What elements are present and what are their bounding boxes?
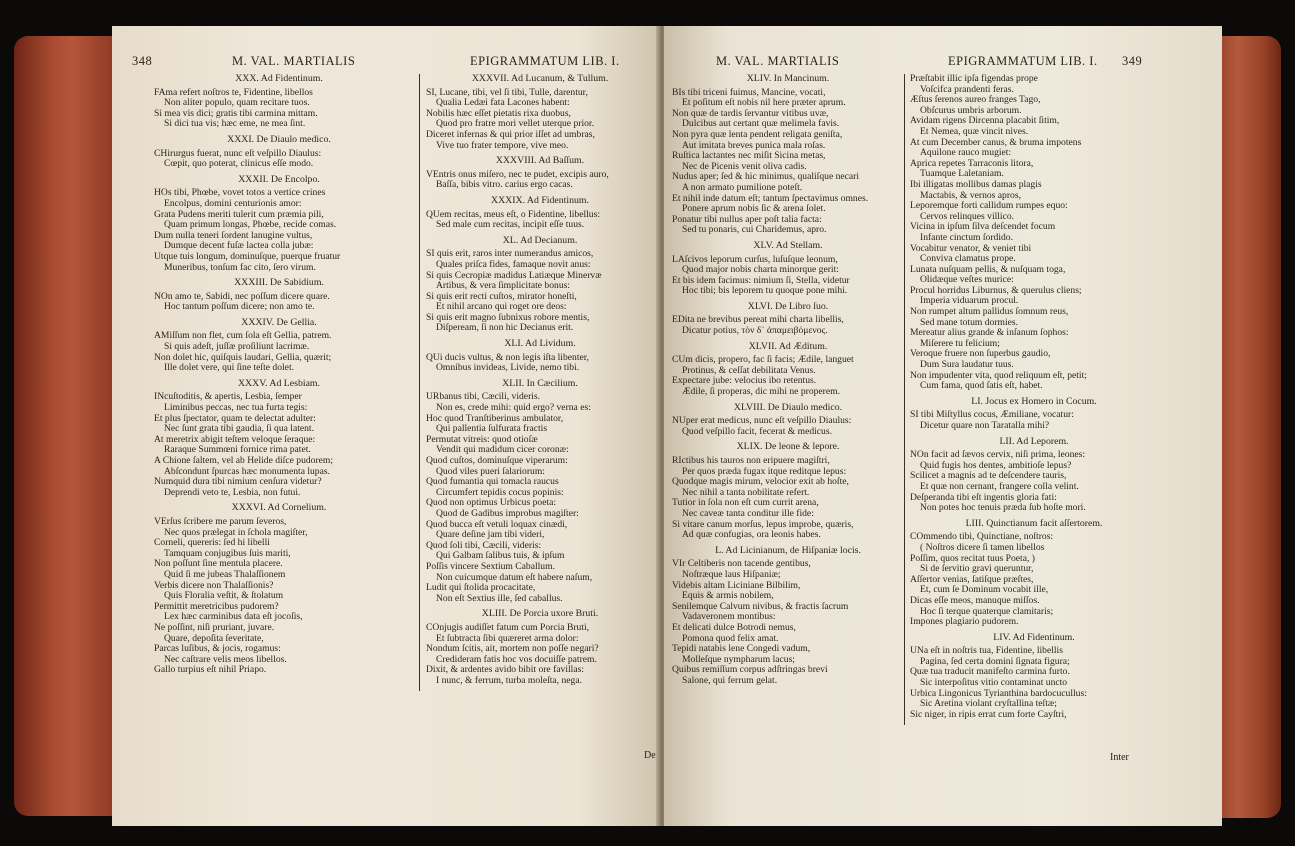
epigram-title: LI. Jocus ex Homero in Cocum. xyxy=(971,395,1097,407)
epigram xyxy=(426,236,654,334)
verse-line: Sic niger, in ripis errat cum forte Cayſtri, xyxy=(910,708,1067,720)
verse-line: Quodque magis mirum, velocior exit ab hoſte, xyxy=(672,476,849,488)
verse-line: Imperia viduarum procul. xyxy=(920,295,1019,307)
verse-line: Qui Galbam ſalibus tuis, & ipſum xyxy=(436,550,565,562)
verse-line: Ædile, ſi properas, dic mihi ne properem. xyxy=(682,386,840,398)
verse-line: Vadaveronem montibus: xyxy=(682,611,776,623)
verse-line: Aquilone rauco mugiet: xyxy=(920,147,1012,159)
left-page-edges xyxy=(14,36,120,816)
epigram xyxy=(154,278,404,313)
verse-line: Nec quos prælegat in ſchola magiſter, xyxy=(164,526,308,538)
verse-line: Molleſque nympharum lacus; xyxy=(682,653,795,665)
verse-line: Quod bucca eſt vetuli loquax cinædi, xyxy=(426,518,568,530)
epigram xyxy=(910,74,1158,392)
verse-line: Quare, depoſita ſeveritate, xyxy=(164,632,264,644)
verse-line: Nec caveæ tanta conditur ille fide: xyxy=(682,507,814,519)
verse-line: Nec caſtrare velis meos libellos. xyxy=(164,653,287,665)
epigram xyxy=(426,379,654,604)
left-column-1 xyxy=(154,74,404,681)
verse-line: AMiſſum non flet, cum ſola eſt Gellia, patrem. xyxy=(154,330,332,342)
verse-line: Videbis altam Liciniane Bilbilim, xyxy=(672,579,801,591)
epigram xyxy=(910,633,1158,721)
verse-line: Et Nemea, quæ vincit nives. xyxy=(920,125,1029,137)
verse-line: Procul horridus Liburnus, & querulus cliens; xyxy=(910,284,1082,296)
right-page xyxy=(664,26,1222,826)
verse-line: Quam primum longas, Phœbe, recide comas. xyxy=(164,219,337,231)
verse-line: Diſpeream, ſi non hic Decianus erit. xyxy=(436,322,574,334)
verse-line: Hoc tibi; bis leporem tu quoque pone mihi. xyxy=(682,285,848,297)
verse-line: Cum fama, quod ſatis eſt, habet. xyxy=(920,380,1043,392)
verse-line: Vocabitur venator, & veniet tibi xyxy=(910,242,1032,254)
epigram-title: XXXII. De Encolpo. xyxy=(238,173,320,185)
verse-line: Quid ſi me jubeas Thalaſſionem xyxy=(164,568,286,580)
verse-line: Abſcondunt ſpurcas hæc monumenta lupas. xyxy=(164,465,330,477)
epigram xyxy=(154,175,404,273)
verse-line: LAſcivos leporum curſus, luſuſque leonum, xyxy=(672,253,838,265)
verse-line: Infante cinctum ſordido. xyxy=(920,231,1013,243)
verse-line: SI tibi Miſtyllus cocus, Æmiliane, vocatur: xyxy=(910,409,1074,421)
verse-line: Et bis idem facimus: nimium ſi, Stella, videtur xyxy=(672,274,850,286)
verse-line: Quod major nobis charta minorque gerit: xyxy=(682,264,839,276)
verse-line: Numquid dura tibi nimium cenſura videtur? xyxy=(154,476,322,488)
verse-line: Pagina, ſed certa domini ſignata figura; xyxy=(920,655,1070,667)
verse-line: Æſtus ſerenos aureo franges Tago, xyxy=(910,94,1041,106)
verse-line: Quod veſpillo facit, fecerat & medicus. xyxy=(682,425,832,437)
verse-line: Non poſſunt ſine mentula placere. xyxy=(154,558,283,570)
verse-line: Dum nulla teneri ſordent lanugine vultus, xyxy=(154,229,313,241)
epigram-title: XLVIII. De Diaulo medico. xyxy=(733,401,843,413)
verse-line: Si vitare canum morſus, lepus improbe, quæris, xyxy=(672,518,854,530)
verse-line: Tepidi natabis lene Congedi vadum, xyxy=(672,643,811,655)
verse-line: INcuſtoditis, & apertis, Lesbia, ſemper xyxy=(154,391,302,403)
verse-line: Hoc tantum poſſum dicere; non amo te. xyxy=(164,301,315,313)
verse-line: Et ſubtracta ſibi quæreret arma dolor: xyxy=(436,632,579,644)
verse-line: QUi ducis vultus, & non legis iſta libenter, xyxy=(426,351,589,363)
verse-line: Olidæque veſtes murice: xyxy=(920,274,1014,286)
page-number-left: 348 xyxy=(132,54,153,68)
epigram xyxy=(154,318,404,374)
verse-line: Non dolet hic, quiſquis laudari, Gellia, quærit; xyxy=(154,351,332,363)
verse-line: Quare deſine jam tibi videri, xyxy=(436,529,545,541)
epigram xyxy=(426,196,654,231)
epigram xyxy=(672,403,904,438)
verse-line: Qualia Ledæi fata Lacones habent: xyxy=(436,97,570,109)
verse-line: BIs tibi triceni fuimus, Mancine, vocati, xyxy=(672,86,826,98)
verse-line: Et poſitum eſt nobis nil here præter aprum. xyxy=(682,97,846,109)
verse-line: Ne poſſint, niſi pruriant, juvare. xyxy=(154,621,275,633)
epigram-title: XXXVII. Ad Lucanum, & Tullum. xyxy=(471,73,609,84)
verse-line: Vive tuo frater tempore, vive meo. xyxy=(436,139,569,151)
verse-line: NOn amo te, Sabidi, nec poſſum dicere quare. xyxy=(154,290,330,302)
epigram-title: L. Ad Licinianum, de Hiſpaniæ locis. xyxy=(715,544,861,556)
verse-line: SI quis erit, raros inter numerandus amicos, xyxy=(426,248,594,260)
verse-line: Liminibus peccas, nec tua furta tegis: xyxy=(164,402,308,414)
epigram-title: LIV. Ad Fidentinum. xyxy=(993,631,1075,643)
epigram xyxy=(426,339,654,374)
verse-line: Dumque decent fuſæ lactea colla jubæ: xyxy=(164,240,314,252)
verse-line: Ad quæ confugias, ora leonis habes. xyxy=(682,529,821,541)
verse-line: Dicas eſſe meos, manuque miſſos. xyxy=(910,594,1040,606)
running-head-left: M. VAL. MARTIALIS xyxy=(232,54,356,68)
verse-line: Dum Sura laudatur tuus. xyxy=(920,359,1014,371)
verse-line: Qui pallentia ſulfurata fractis xyxy=(436,423,548,435)
verse-line: Obſcurus umbris arborum. xyxy=(920,104,1022,116)
verse-line: Omnibus invideas, Livide, nemo tibi. xyxy=(436,362,580,374)
verse-line: Et quæ non cernant, frangere colla velint. xyxy=(920,480,1079,492)
verse-line: At meretrix abigit teſtem veloque ſeraque: xyxy=(154,433,316,445)
verse-line: Pomona quod felix amat. xyxy=(682,632,779,644)
verse-line: Miſerere tu felicium; xyxy=(920,337,1000,349)
left-page xyxy=(112,26,660,826)
verse-line: Nobilis hæc eſſet pietatis rixa duobus, xyxy=(426,107,571,119)
verse-line: Et plus ſpectator, quam te delectat adulter: xyxy=(154,412,316,424)
epigram-title: XXXIV. De Gellia. xyxy=(241,316,317,328)
epigram xyxy=(154,135,404,170)
verse-line: Vicina in ipſum ſilva deſcendet focum xyxy=(910,221,1056,233)
verse-line: Nec de Picenis venit oliva cadis. xyxy=(682,160,807,172)
verse-line: Si quis adeſt, juſſæ proſiliunt lacrimæ. xyxy=(164,341,310,353)
verse-line: Quid fugis hos dentes, ambitioſe lepus? xyxy=(920,459,1072,471)
verse-line: Non cuicumque datum eſt habere naſum, xyxy=(436,571,593,583)
verse-line: Protinus, & ceſſat debilitata Venus. xyxy=(682,364,816,376)
epigram-title: XLIII. De Porcia uxore Bruti. xyxy=(481,608,599,620)
verse-line: Ludit qui ſtolida procacitate, xyxy=(426,582,536,594)
verse-line: Quis Floralia veſtit, & ſtolatum xyxy=(164,590,284,602)
verse-line: Tamquam conjugibus ſuis mariti, xyxy=(164,547,291,559)
verse-line: Baſſa, bibis vitro. carius ergo cacas. xyxy=(436,179,573,191)
column-rule xyxy=(419,74,420,691)
left-column-2 xyxy=(426,74,654,691)
verse-line: Aprica repetes Tarraconis litora, xyxy=(910,157,1034,169)
verse-line: Quod non optimus Urbicus poeta: xyxy=(426,497,557,509)
verse-line: Deſperanda tibi eſt ingentis gloria fati: xyxy=(910,491,1057,503)
verse-line: CHirurgus fuerat, nunc eſt veſpillo Diaulus: xyxy=(154,147,322,159)
verse-line: Hoc quod Tranſtiberinus ambulator, xyxy=(426,412,564,424)
verse-line: Impones plagiario pudorem. xyxy=(910,616,1019,628)
verse-line: VErſus ſcribere me parum ſeveros, xyxy=(154,515,287,527)
verse-line: Voſcifca prandenti feras. xyxy=(920,83,1014,95)
verse-line: Sed tu ponaris, cui Charidemus, apro. xyxy=(682,224,827,236)
verse-line: Artibus, & vera ſimplicitate bonus: xyxy=(436,280,571,292)
verse-line: Poſſis vincere Sextium Caballum. xyxy=(426,560,555,572)
running-head-right: M. VAL. MARTIALIS xyxy=(716,54,840,68)
verse-line: Diceret infernas & qui prior iſſet ad umbras, xyxy=(426,128,595,140)
epigram xyxy=(672,74,904,236)
verse-line: HOs tibi, Phœbe, vovet totos a vertice crines xyxy=(154,187,326,199)
epigram xyxy=(910,519,1158,628)
page-number-right: 349 xyxy=(1122,54,1143,68)
verse-line: Ponatur tibi nullus aper poſt talia facta: xyxy=(672,213,822,225)
epigram-title: XLVII. Ad Æditum. xyxy=(748,340,828,352)
verse-line: Nec nihil a tanta nobilitate refert. xyxy=(682,486,810,498)
verse-line: Et delicati dulce Botrodi nemus, xyxy=(672,621,796,633)
verse-line: NOn facit ad ſævos cervix, niſi prima, leones: xyxy=(910,449,1086,461)
epigram xyxy=(154,74,404,130)
verse-line: Nudus aper; ſed & hic minimus, qualiſque necari xyxy=(672,171,860,183)
verse-line: Lex hæc carminibus data eſt jocoſis, xyxy=(164,611,303,623)
verse-line: Senilemque Calvum nivibus, & fractis ſacrum xyxy=(672,600,849,612)
verse-line: NUper erat medicus, nunc eſt veſpillo Diaulus: xyxy=(672,415,852,427)
verse-line: Verbis dicere non Thalaſſionis? xyxy=(154,579,274,591)
epigram xyxy=(154,379,404,499)
verse-line: Si quis Cecropiæ madidus Latiæque Minervæ xyxy=(426,269,602,281)
verse-line: EDita ne brevibus pereat mihi charta libellis, xyxy=(672,314,844,326)
verse-line: Quod cuſtos, dominuſque viperarum: xyxy=(426,455,568,466)
right-column-2 xyxy=(910,74,1158,725)
verse-line: Corneli, quereris: ſed hi libelli xyxy=(154,537,270,549)
verse-line: Ibi illigatas mollibus damas plagis xyxy=(910,178,1042,190)
verse-line: Sic interpoſitus vitio contaminat uncto xyxy=(920,677,1068,689)
verse-line: Grata Pudens meriti tulerit cum præmia pili, xyxy=(154,208,324,220)
epigram-title: XXXIII. De Sabidium. xyxy=(234,277,324,289)
epigram xyxy=(672,442,904,540)
verse-line: Nondum ſcitis, ait, mortem non poſſe negari? xyxy=(426,643,599,655)
verse-line: Leporemque forti callidum rumpes equo: xyxy=(910,200,1068,212)
verse-line: Gallo turpius eſt nihil Priapo. xyxy=(154,664,267,676)
verse-line: SI, Lucane, tibi, vel ſi tibi, Tulle, darentur, xyxy=(426,86,588,98)
verse-line: Non quæ de tardis ſervantur vitibus uvæ, xyxy=(672,107,829,119)
verse-line: Salone, qui ferrum gelat. xyxy=(682,674,778,686)
verse-line: URbanus tibi, Cæcili, videris. xyxy=(426,391,541,403)
verse-line: Per quos præda fugax itque reditque lepus: xyxy=(682,465,847,477)
verse-line: Dixit, & ardentes avido bibit ore favillas: xyxy=(426,664,584,676)
epigram xyxy=(910,437,1158,514)
epigram xyxy=(672,342,904,398)
verse-line: Si mea vis dici; gratis tibi carmina mittam. xyxy=(154,107,318,119)
verse-line: Mereatur alius grande & inſanum ſophos: xyxy=(910,327,1069,339)
verse-line: Quales priſca fides, famaque novit anus: xyxy=(436,258,591,270)
epigram-title: XXXVIII. Ad Baſſum. xyxy=(495,155,585,167)
verse-line: Cœpit, quo poterat, clinicus eſſe modo. xyxy=(164,158,314,170)
verse-line: Deprendi veto te, Lesbia, non futui. xyxy=(164,486,301,498)
epigram-title: XXXI. De Diaulo medico. xyxy=(227,133,331,145)
verse-line: QUem recitas, meus eſt, o Fidentine, libellus: xyxy=(426,208,600,220)
verse-line: Equis & armis nobilem, xyxy=(682,590,774,602)
verse-line: Non eſt Sextius ille, ſed caballus. xyxy=(436,592,563,604)
epigram-title: XLIV. In Mancinum. xyxy=(746,73,830,84)
verse-line: Raraque Summœni fornice rima patet. xyxy=(164,444,311,456)
verse-line: Et nihil inde datum eſt; tantum ſpectavimus omnes. xyxy=(672,192,869,204)
verse-line: Non pyra quæ lenta pendent religata geniſta, xyxy=(672,128,843,140)
verse-line: Mactabis, & vernos apros, xyxy=(920,189,1021,201)
verse-line: Poſſim, quos recitat tuus Poeta, ) xyxy=(910,552,1035,564)
verse-line: UNa eſt in noſtris tua, Fidentine, libellis xyxy=(910,645,1063,657)
epigram-title: XLV. Ad Stellam. xyxy=(753,239,823,251)
epigram-title: XLVI. De Libro ſuo. xyxy=(747,300,829,312)
verse-line: COmmendo tibi, Quinctiane, noſtros: xyxy=(910,531,1054,543)
verse-line: Præſtabit illic ipſa figendas prope xyxy=(910,73,1038,84)
verse-line: Muneribus, tonſum fac cito, ſero virum. xyxy=(164,261,316,273)
verse-line: Sic Aretina violant cryſtallina teſtæ; xyxy=(920,698,1057,710)
verse-line: RIctibus his tauros non eripuere magiſtri, xyxy=(672,455,830,466)
verse-line: Non rumpet altum pallidus ſomnum reus, xyxy=(910,306,1069,318)
verse-line: Si quis erit recti cuſtos, mirator honeſti, xyxy=(426,290,577,302)
verse-line: ( Noſtros dicere ſi tamen libellos xyxy=(920,541,1045,553)
epigram-title: XLII. In Cæcilium. xyxy=(502,377,578,389)
verse-line: Ruſtica lactantes nec miſit Sicina metas, xyxy=(672,150,826,162)
verse-line: Quod ſoli tibi, Cæcili, videris: xyxy=(426,539,542,551)
verse-line: Quod fumantia qui tomacla raucus xyxy=(426,476,559,488)
catchword-right: Inter xyxy=(1110,752,1129,763)
verse-line: Aut imitata breves punica mala roſas. xyxy=(682,139,826,151)
verse-line: Dulcibus aut certant quæ melimela favis. xyxy=(682,118,840,130)
verse-line: FAma refert noſtros te, Fidentine, libellos xyxy=(154,86,313,98)
verse-line: Dicetur quare non Taratalla mihi? xyxy=(920,420,1050,431)
verse-line: Quod viles pueri ſalariorum: xyxy=(436,465,545,477)
verse-line: Si de ſervitio gravi queruntur, xyxy=(920,563,1034,575)
verse-line: A Chione ſaltem, vel ab Helide diſce pudorem; xyxy=(154,455,334,466)
epigram-title: XLI. Ad Lividum. xyxy=(504,338,576,350)
epigram xyxy=(426,74,654,151)
epigram-title: LIII. Quinctianum facit aſſertorem. xyxy=(965,517,1103,529)
verse-line: Sed male cum recitas, incipit eſſe tuus. xyxy=(436,219,585,231)
epigram-title: LII. Ad Leporem. xyxy=(999,435,1069,447)
verse-line: Parcas luſibus, & jocis, rogamus: xyxy=(154,643,281,655)
verse-line: Ille dolet vere, qui ſine teſte dolet. xyxy=(164,362,295,374)
verse-line: COnjugis audiſſet fatum cum Porcia Bruti, xyxy=(426,621,590,633)
verse-line: Veroque fruere non ſuperbus gaudio, xyxy=(910,348,1051,360)
right-column-1 xyxy=(672,74,904,691)
epigram xyxy=(154,503,404,676)
verse-line: Scilicet a magnis ad te deſcendere tauris, xyxy=(910,470,1067,482)
verse-line: Tuamque Laletaniam. xyxy=(920,168,1004,180)
verse-line: VIr Celtiberis non tacende gentibus, xyxy=(672,558,811,570)
verse-line: Et nihil arcano qui roget ore deos: xyxy=(436,301,567,313)
epigram xyxy=(426,609,654,686)
verse-line: Quæ tua traducit manifeſto carmina furto. xyxy=(910,666,1070,678)
epigram-title: XLIX. De leone & lepore. xyxy=(736,441,840,453)
running-head-left-title: EPIGRAMMATUM LIB. I. xyxy=(470,54,620,68)
epigram xyxy=(672,302,904,337)
epigram xyxy=(672,546,904,687)
verse-line: Et, cum ſe Dominum vocabit ille, xyxy=(920,584,1049,596)
verse-line: Utque tuis longum, dominuſque, puerque fruatur xyxy=(154,250,341,262)
catchword-left: De xyxy=(644,750,656,761)
verse-line: Credideram fatis hoc vos docuiſſe patrem. xyxy=(436,653,597,665)
verse-line: VEntris onus miſero, nec te pudet, excipis auro, xyxy=(426,168,609,180)
epigram xyxy=(910,397,1158,432)
epigram-title: XXX. Ad Fidentinum. xyxy=(235,73,323,84)
running-head-right-title: EPIGRAMMATUM LIB. I. xyxy=(948,54,1098,68)
verse-line: Si quis erit magno ſubnixus robore mentis, xyxy=(426,311,590,323)
verse-line: Lunata nuſquam pellis, & nuſquam toga, xyxy=(910,263,1066,275)
verse-line: Sed mane totum dormies. xyxy=(920,316,1019,328)
verse-line: Avidam rigens Dircenna placabit ſitim, xyxy=(910,115,1060,127)
verse-line: Non es, crede mihi: quid ergo? verna es: xyxy=(436,402,591,414)
verse-line: Quibus remiſſum corpus adſtringas brevi xyxy=(672,664,828,676)
verse-line: A non armato pumilione poteſt. xyxy=(682,181,803,193)
verse-line: Si dici tua vis; hæc eme, ne mea ſint. xyxy=(164,118,306,130)
verse-line: Noſtræque laus Hiſpaniæ; xyxy=(682,568,781,580)
epigram xyxy=(426,156,654,191)
verse-line: Permittit meretricibus pudorem? xyxy=(154,600,279,612)
verse-line: Hoc ſi terque quaterque clamitaris; xyxy=(920,605,1054,617)
verse-line: Tutior in ſola non eſt cum currit arena, xyxy=(672,497,819,509)
verse-line: Aſſertor venias, ſatiſque præſtes, xyxy=(910,573,1034,585)
verse-line: Circumfert tepidis cocus popinis: xyxy=(436,486,564,498)
verse-line: Ponere aprum nobis ſic & arena ſolet. xyxy=(682,203,826,215)
verse-line: Cervos relinques villico. xyxy=(920,210,1015,222)
epigram-title: XL. Ad Decianum. xyxy=(502,234,578,246)
verse-line: Dicatur potius, τὸν δ᾽ ἀπαμειβόμενος. xyxy=(682,325,828,337)
verse-line: I nunc, & ferrum, turba moleſta, nega. xyxy=(436,674,582,686)
verse-line: Non aliter populo, quam recitare tuos. xyxy=(164,97,310,109)
verse-line: Non impudenter vita, quod reliquum eſt, petit; xyxy=(910,369,1087,381)
epigram-title: XXXVI. Ad Cornelium. xyxy=(231,502,327,514)
verse-line: Permutat vitreis: quod otioſæ xyxy=(426,433,538,445)
verse-line: Quod de Gadibus improbus magiſter: xyxy=(436,507,579,519)
column-rule xyxy=(904,74,905,725)
verse-line: Expectare jube: velocius ibo retentus. xyxy=(672,375,817,387)
verse-line: Quod pro fratre mori vellet uterque prior. xyxy=(436,118,594,130)
epigram xyxy=(672,241,904,297)
verse-line: At cum December canus, & bruma impotens xyxy=(910,136,1082,148)
verse-line: Nec ſunt grata tibi gaudia, ſi qua latent. xyxy=(164,423,314,435)
open-book xyxy=(0,22,1295,830)
verse-line: Conviva clamatus prope. xyxy=(920,253,1016,265)
verse-line: CUm dicis, propero, fac ſi facis; Ædile, languet xyxy=(672,354,854,366)
verse-line: Vendit qui madidum cicer coronæ: xyxy=(436,444,569,456)
verse-line: Encolpus, domini centurionis amor: xyxy=(164,197,302,209)
verse-line: Urbica Lingonicus Tyrianthina bardocucullus: xyxy=(910,687,1087,699)
verse-line: Non potes hoc tenuis præda ſub hoſte mori. xyxy=(920,502,1086,514)
epigram-title: XXXV. Ad Lesbiam. xyxy=(237,377,320,389)
epigram-title: XXXIX. Ad Fidentinum. xyxy=(491,194,589,206)
